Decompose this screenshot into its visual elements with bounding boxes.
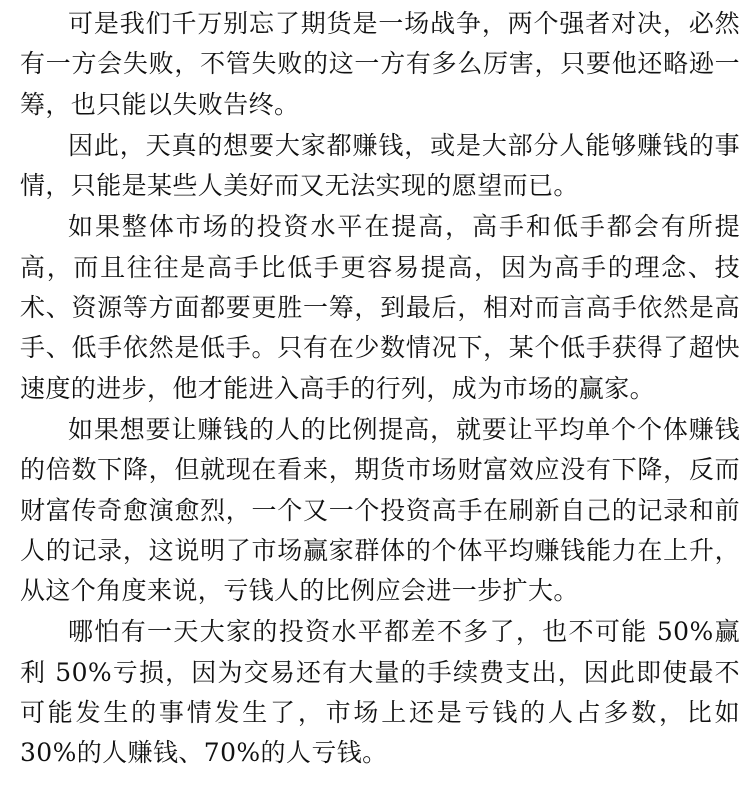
paragraph-futures-war: 可是我们千万别忘了期货是一场战争，两个强者对决，必然有一方会失败，不管失败的这一方有多么厉害，只要他还略逊一筹，也只能以失败告终。 [20,9,740,119]
paragraph-wealth-effect: 如果想要让赚钱的人的比例提高，就要让平均单个个体赚钱的倍数下降，但就现在看来，期货市场财富效应没有下降，反而财富传奇愈演愈烈，一个又一个投资高手在刷新自己的记录和前人的记录，这说明了市场赢家群体的个体平均赚钱能力在上升，从这个角度来说，亏钱人的比例应会进一步扩大。 [20,414,740,606]
paragraph-skill-gap: 如果整体市场的投资水平在提高，高手和低手都会有所提高，而且往往是高手比低手更容易提高，因为高手的理念、技术、资源等方面都要更胜一筹，到最后，相对而言高手依然是高手、低手依然是低手。只有在少数情况下，某个低手获得了超快速度的进步，他才能进入高手的行列，成为市场的赢家。 [20,212,740,403]
paragraph-naive-hope: 因此，天真的想要大家都赚钱，或是大部分人能够赚钱的事情，只能是某些人美好而又无法实现的愿望而已。 [20,130,740,201]
paragraph-loss-majority: 哪怕有一天大家的投资水平都差不多了，也不可能 50%赢利 50%亏损，因为交易还有大量的手续费支出，因此即使最不可能发生的事情发生了，市场上还是亏钱的人占多数，比如 30%的人赚钱、70%的人亏钱。 [20,617,740,768]
